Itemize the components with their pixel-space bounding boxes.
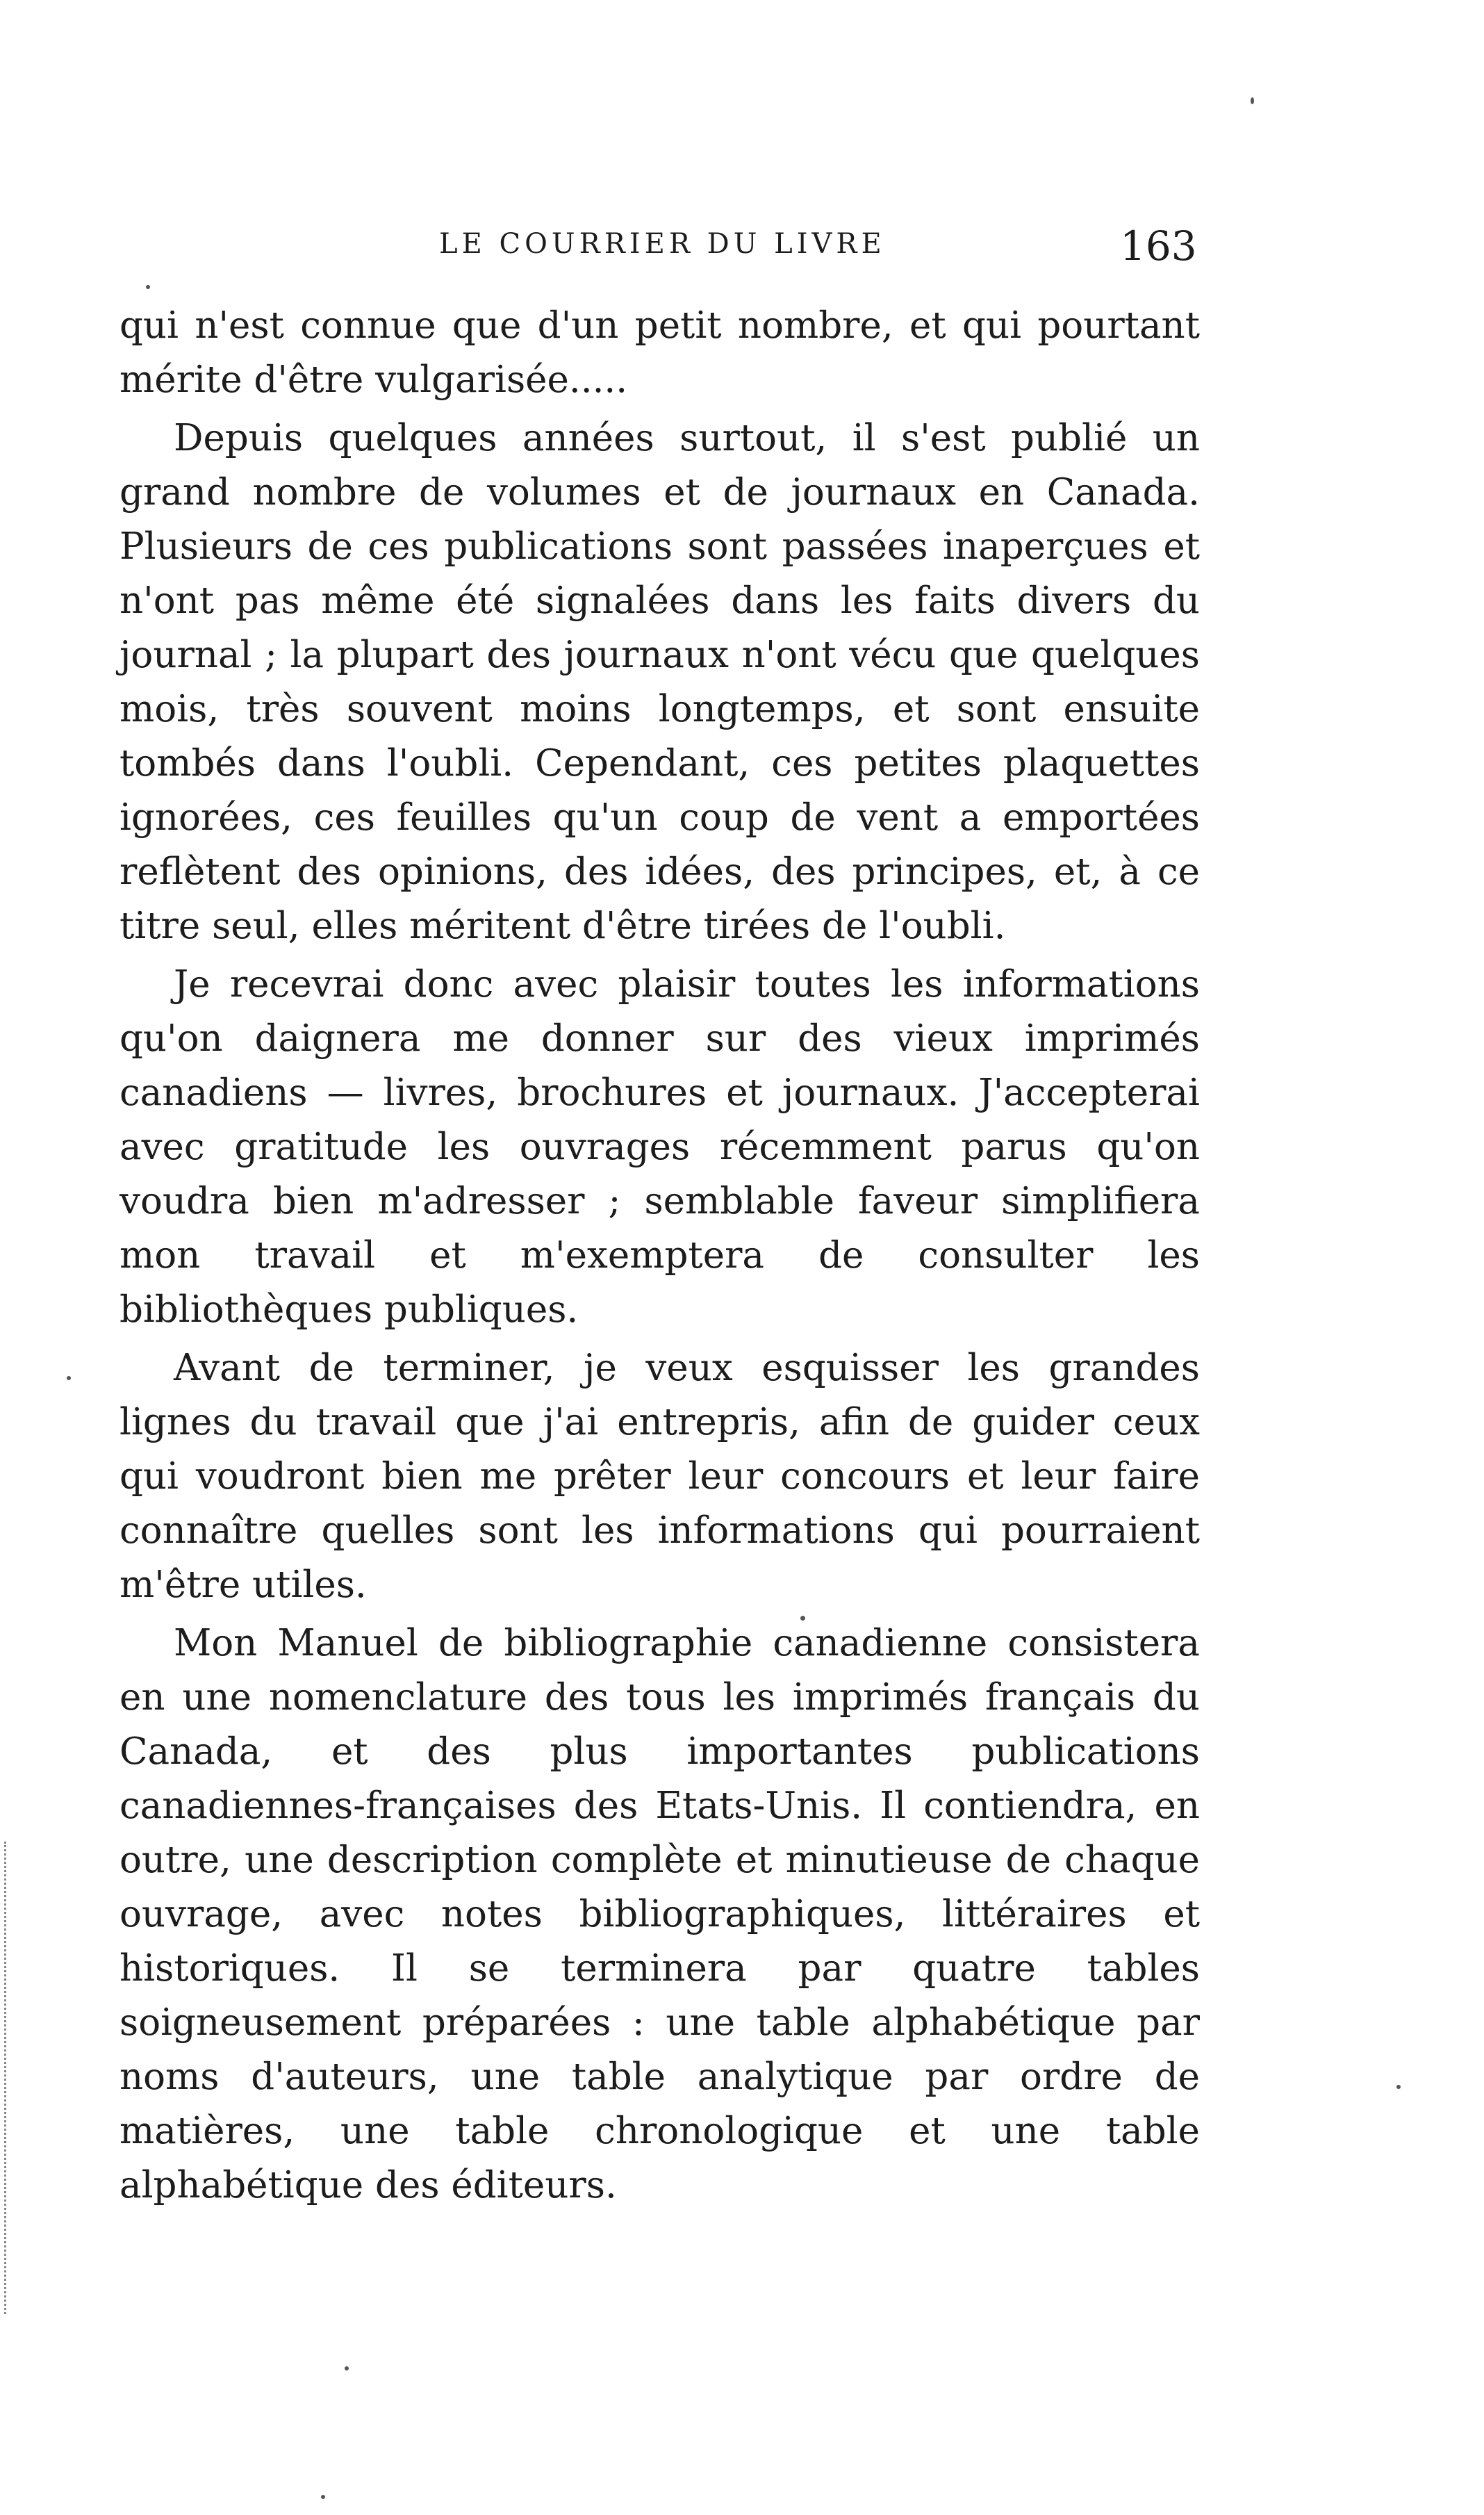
running-title: LE COURRIER DU LIVRE — [439, 228, 886, 260]
scan-speck — [800, 1616, 805, 1621]
paragraph-manuel: Mon Manuel de bibliographie canadienne consistera en une nomenclature des tous les imprimés français du Canada, et des plus importantes publications canadiennes-françaises des Etats-Unis. Il contiendra, en outre, une description complète et minutieuse de chaque ouvrage, avec notes bibliographiques, littéraires et historiques. Il se terminera par quatre tables soigneusement préparées : une table alphabétique par noms d'auteurs, une table analytique par ordre de matières, une table chronologique et une table alphabétique des éditeurs. — [119, 1622, 1200, 2206]
text-block — [119, 299, 1200, 2217]
scan-speck — [67, 1376, 71, 1380]
scan-speck — [345, 2366, 349, 2370]
scan-speck — [321, 2495, 325, 2499]
scan-speck — [1396, 2085, 1401, 2089]
scan-speck — [1251, 97, 1254, 104]
scan-margin-rule — [4, 1842, 8, 2314]
paragraph-outline: Avant de terminer, je veux esquisser les grandes lignes du travail que j'ai entrepris, afin de guider ceux qui voudront bien me prêter leur concours et leur faire connaître quelles sont les informations qui pourraient m'être utiles. — [119, 1347, 1200, 1606]
paragraph-publications: Depuis quelques années surtout, il s'est publié un grand nombre de volumes et de journaux en Canada. Plusieurs de ces publications sont passées inaperçues et n'ont pas même été signalées dans les faits divers du journal ; la plupart des journaux n'ont vécu que quelques mois, très souvent moins longtemps, et sont ensuite tombés dans l'oubli. Cependant, ces petites plaquettes ignorées, ces feuilles qu'un coup de vent a emportées reflètent des opinions, des idées, des principes, et, à ce titre seul, elles méritent d'être tirées de l'oubli. — [119, 417, 1200, 947]
scan-speck — [146, 285, 150, 289]
paragraph-continuation: qui n'est connue que d'un petit nombre, et qui pourtant mérite d'être vulgarisée..... — [119, 304, 1200, 401]
paragraph-request: Je recevrai donc avec plaisir toutes les informations qu'on daignera me donner sur des vieux imprimés canadiens — livres, brochures et journaux. J'accepterai avec gratitude les ouvrages récemment parus qu'on voudra bien m'adresser ; semblable faveur simplifiera mon travail et m'exemptera de consulter les bibliothèques publiques. — [119, 963, 1200, 1331]
page-number: 163 — [1120, 222, 1197, 270]
running-head — [0, 222, 1484, 278]
